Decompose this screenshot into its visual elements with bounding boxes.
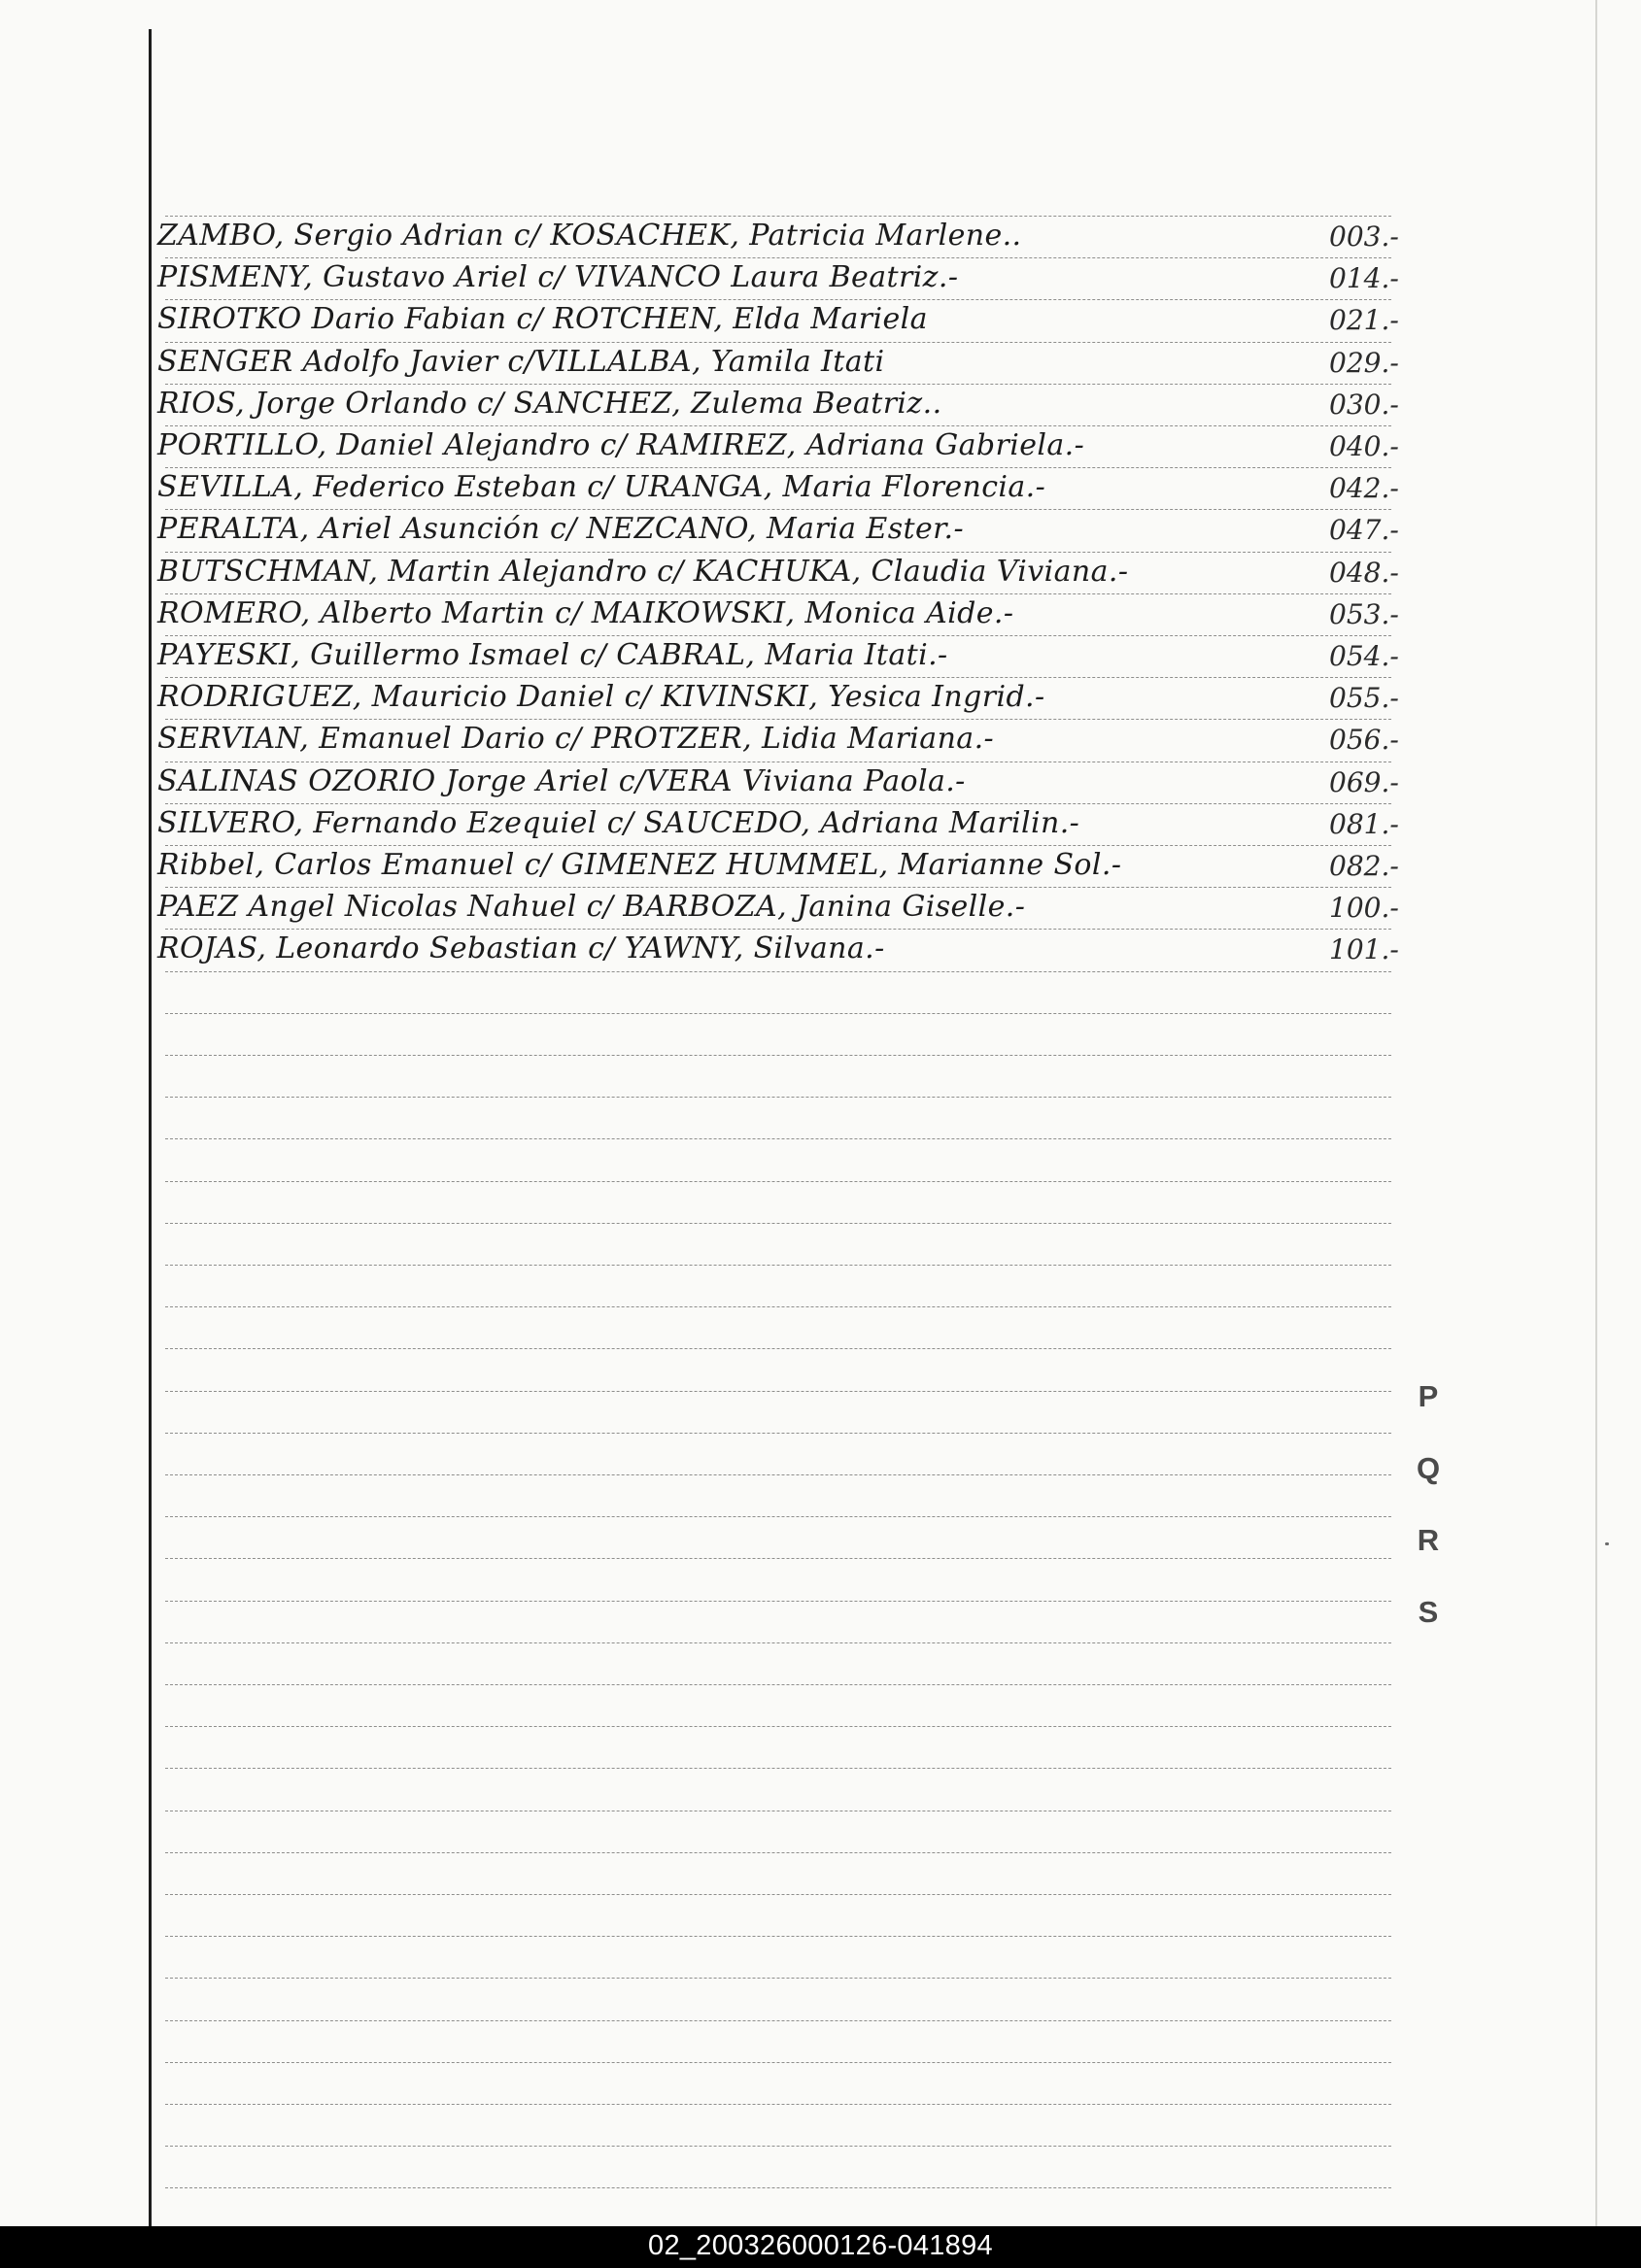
ruled-line	[165, 971, 1391, 972]
entry-parties: RODRIGUEZ, Mauricio Daniel c/ KIVINSKI, Yesica Ingrid.-	[157, 680, 1045, 715]
ruled-line	[165, 1433, 1391, 1434]
entry-number: 040.-	[1329, 430, 1399, 462]
entry-number: 069.-	[1329, 765, 1399, 798]
index-letter-s: S	[1418, 1595, 1439, 1629]
index-letter-p: P	[1418, 1379, 1439, 1413]
entry-number: 056.-	[1329, 724, 1399, 757]
entry-parties: PISMENY, Gustavo Ariel c/ VIVANCO Laura Beatriz.-	[157, 260, 959, 295]
entry-number: 003.-	[1329, 220, 1399, 253]
ruled-line	[165, 1684, 1391, 1685]
ruled-line	[165, 1516, 1391, 1517]
ruled-line	[165, 2062, 1391, 2063]
entry-parties: ZAMBO, Sergio Adrian c/ KOSACHEK, Patricia Marlene..	[157, 219, 1022, 253]
ledger-entry	[157, 467, 1586, 506]
index-letter-r: R	[1417, 1523, 1440, 1557]
ruled-line	[165, 1601, 1391, 1602]
entry-number: 081.-	[1329, 807, 1399, 840]
entry-parties: SALINAS OZORIO Jorge Ariel c/VERA Viviana Paola.-	[157, 763, 966, 798]
ledger-entry	[157, 887, 1586, 926]
ledger-entry	[157, 384, 1586, 423]
entry-parties: SILVERO, Fernando Ezequiel c/ SAUCEDO, Adriana Marilin.-	[157, 805, 1080, 840]
ledger-entry	[157, 803, 1586, 842]
ledger-entry	[157, 593, 1586, 632]
entry-number: 054.-	[1329, 640, 1399, 672]
entry-number: 014.-	[1329, 262, 1399, 295]
entry-number: 029.-	[1329, 346, 1399, 379]
ruled-line	[165, 1474, 1391, 1475]
ledger-entry	[157, 677, 1586, 716]
entry-parties: SIROTKO Dario Fabian c/ ROTCHEN, Elda Mariela	[157, 302, 928, 337]
ruled-line	[165, 1894, 1391, 1895]
ruled-line	[165, 2020, 1391, 2021]
ledger-entry	[157, 719, 1586, 758]
entry-parties: Ribbel, Carlos Emanuel c/ GIMENEZ HUMMEL, Marianne Sol.-	[157, 848, 1122, 882]
ledger-entry	[157, 425, 1586, 464]
entry-parties: PERALTA, Ariel Asunción c/ NEZCANO, Maria Ester.-	[157, 512, 965, 547]
entry-parties: PORTILLO, Daniel Alejandro c/ RAMIREZ, Adriana Gabriela.-	[157, 428, 1085, 462]
ledger-entry	[157, 635, 1586, 674]
page-right-edge	[1595, 0, 1597, 2226]
entry-number: 048.-	[1329, 556, 1399, 589]
index-letter-q: Q	[1416, 1451, 1441, 1485]
entry-number: 053.-	[1329, 597, 1399, 630]
ruled-line	[165, 2146, 1391, 2147]
ruled-line	[165, 1055, 1391, 1056]
ruled-line	[165, 1306, 1391, 1307]
ruled-line	[165, 2187, 1391, 2188]
document-id: 02_200326000126-041894	[648, 2230, 993, 2261]
entry-parties: SEVILLA, Federico Esteban c/ URANGA, Maria Florencia.-	[157, 470, 1046, 505]
ruled-line	[165, 1265, 1391, 1266]
ruled-line	[165, 1013, 1391, 1014]
ruled-line	[165, 1768, 1391, 1769]
entry-number: 021.-	[1329, 304, 1399, 337]
entry-parties: ROMERO, Alberto Martin c/ MAIKOWSKI, Monica Aide.-	[157, 595, 1014, 630]
ruled-line	[165, 2104, 1391, 2105]
ledger-entry	[157, 552, 1586, 591]
entry-parties: PAEZ Angel Nicolas Nahuel c/ BARBOZA, Janina Giselle.-	[157, 890, 1026, 925]
entry-parties: RIOS, Jorge Orlando c/ SANCHEZ, Zulema Beatriz..	[157, 386, 942, 421]
entry-number: 047.-	[1329, 514, 1399, 547]
ruled-line	[165, 1391, 1391, 1392]
ledger-entry	[157, 342, 1586, 381]
ledger-entry	[157, 762, 1586, 800]
ruled-line	[165, 1138, 1391, 1139]
entry-number: 100.-	[1329, 892, 1399, 925]
entry-parties: PAYESKI, Guillermo Ismael c/ CABRAL, Maria Itati.-	[157, 638, 948, 672]
ledger-entry	[157, 509, 1586, 548]
entry-number: 082.-	[1329, 850, 1399, 882]
index-letters	[1409, 1379, 1448, 1667]
paper-speck	[1605, 1542, 1609, 1545]
left-margin-line	[149, 29, 152, 2226]
ruled-line	[165, 1726, 1391, 1727]
ledger-entry	[157, 257, 1586, 296]
entry-number: 055.-	[1329, 682, 1399, 715]
ruled-line	[165, 1936, 1391, 1937]
ruled-line	[165, 1978, 1391, 1979]
ledger-entry	[157, 929, 1586, 967]
ruled-line	[165, 1852, 1391, 1853]
ledger-entry	[157, 216, 1586, 254]
ruled-line	[165, 1348, 1391, 1349]
entry-number: 042.-	[1329, 472, 1399, 505]
entry-parties: ROJAS, Leonardo Sebastian c/ YAWNY, Silvana.-	[157, 931, 885, 966]
ruled-line	[165, 1223, 1391, 1224]
entry-parties: SENGER Adolfo Javier c/VILLALBA, Yamila Itati	[157, 344, 885, 379]
ruled-line	[165, 1642, 1391, 1643]
ruled-line	[165, 1097, 1391, 1098]
entry-number: 030.-	[1329, 388, 1399, 421]
ruled-line	[165, 1181, 1391, 1182]
ledger-entry	[157, 845, 1586, 884]
entry-parties: BUTSCHMAN, Martin Alejandro c/ KACHUKA, Claudia Viviana.-	[157, 554, 1129, 589]
entry-number: 101.-	[1329, 933, 1399, 966]
ledger-entry	[157, 299, 1586, 338]
ruled-line	[165, 1558, 1391, 1559]
entry-parties: SERVIAN, Emanuel Dario c/ PROTZER, Lidia Mariana.-	[157, 722, 995, 757]
